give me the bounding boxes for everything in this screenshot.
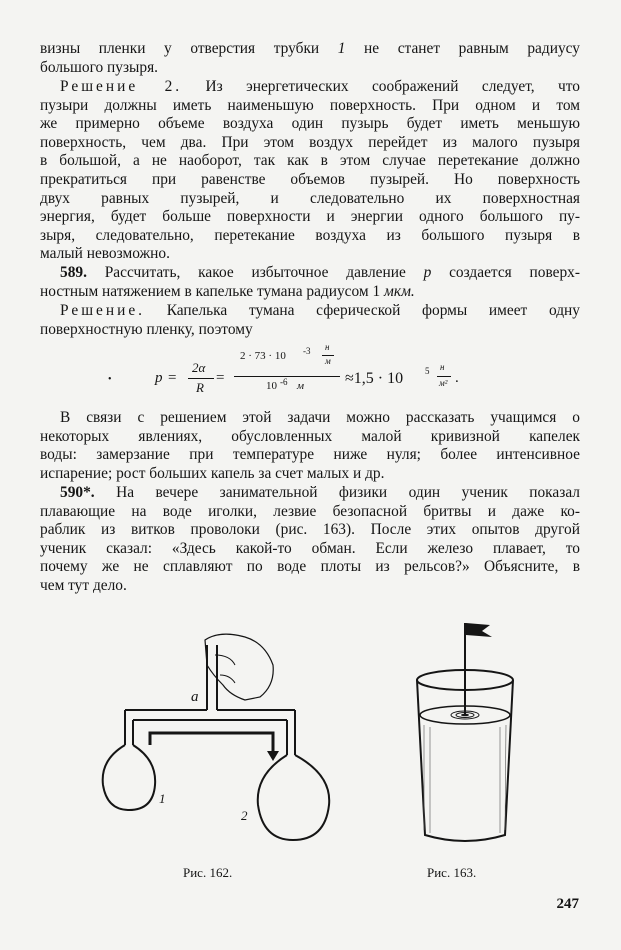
label-bulb-1: 1	[159, 791, 166, 806]
pressure-formula: • p = 2α R = 2 · 73 · 10 -3 н м 10 -6 м ≈1,5 · 10 5 н м² .	[108, 342, 459, 395]
label-bulb-2: 2	[241, 808, 248, 823]
page-number: 247	[556, 896, 579, 912]
figure-163-glass-with-boat	[410, 615, 530, 855]
solution-2-paragraph: Решение 2. Из энергетических соображений следует, что пузыри должны иметь наименьшую поверхность. При одном и том же примерно объеме воздуха один пузырь будет иметь меньшую поверхность, чем два. При этом воздух перейдет из малого пузыря в большой, а не наоборот, так как в этом случае перетекание должно прекратиться при равенстве объемов пузырей. Но поверхность двух равных пузырей, и следовательно их поверхностная энергия, будет больше поверхности и энергии одного большого пу- зыря, следовательно, перетекание воздуха из большого пузыря в малый невозможно.	[40, 78, 580, 263]
solution-589: Решение. Капелька тумана сферической формы имеет одну поверхностную пленку, поэтому	[40, 302, 580, 338]
problem-590: 590*. На вечере занимательной физики один ученик показал плавающие на воде иголки, лезвие безопасной бритвы и даже ко- раблик из витков проволоки (рис. 163). После этих опытов другой ученик сказал: «Здесь какой-то обман. Если железо плавает, то почему же не сплавляют по воде плоты из рельсов?» Объясните, в чем тут дело.	[40, 484, 580, 594]
paragraph-continuation: визны пленки у отверстия трубки 1 не станет равным радиусу большого пузыря.	[40, 40, 580, 76]
remark-paragraph: В связи с решением этой задачи можно рассказать учащимся о некоторых явлениях, обусловленных малой кривизной капелек воды: замерзание при температуре ниже нуля; более интенсивное испарение; рост больших капель за счет малых и др.	[40, 409, 580, 482]
label-a: a	[191, 689, 199, 705]
problem-589: 589. Рассчитать, какое избыточное давление p создается поверх- ностным натяжением в капельке тумана радиусом 1 мкм.	[40, 264, 580, 300]
caption-figure-162: Рис. 162.	[183, 865, 233, 880]
caption-figure-163: Рис. 163.	[427, 865, 477, 880]
figure-162-bubbles-apparatus	[95, 625, 345, 850]
